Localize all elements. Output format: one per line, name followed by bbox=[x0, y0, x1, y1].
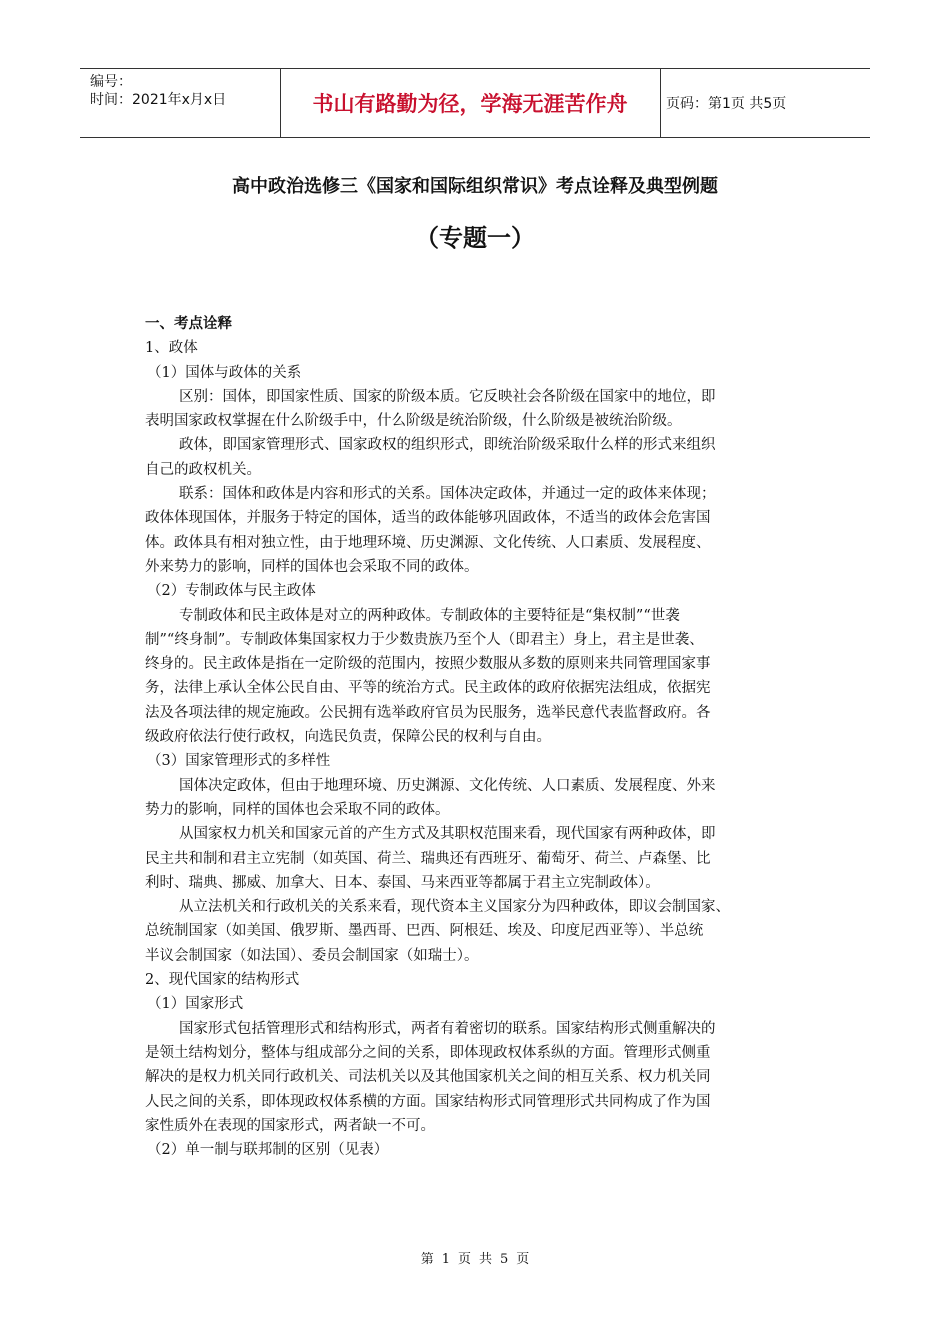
body-line: 国体决定政体，但由于地理环境、历史渊源、文化传统、人口素质、发展程度、外来 bbox=[179, 777, 716, 794]
subsection-heading: （2）单一制与联邦制的区别（见表） bbox=[147, 1142, 389, 1159]
body-line: 制”“终身制”。专制政体集国家权力于少数贵族乃至个人（即君主）身上，君主是世袭、 bbox=[145, 631, 704, 648]
subsection-heading: （2）专制政体与民主政体 bbox=[147, 583, 316, 600]
body-line: 民主共和制和君主立宪制（如英国、荷兰、瑞典还有西班牙、葡萄牙、荷兰、卢森堡、比 bbox=[145, 850, 711, 867]
header-motto: 书山有路勤为径，学海无涯苦作舟 bbox=[280, 69, 661, 137]
subsection-heading: （3）国家管理形式的多样性 bbox=[147, 753, 331, 770]
body-line: 体。政体具有相对独立性，由于地理环境、历史渊源、文化传统、人口素质、发展程度、 bbox=[145, 534, 711, 551]
body-line: 国家形式包括管理形式和结构形式，两者有着密切的联系。国家结构形式侧重解决的 bbox=[179, 1020, 716, 1037]
number-label: 编号： bbox=[90, 74, 132, 90]
footer-total-pages: 5 bbox=[500, 1252, 509, 1267]
body-line: 终身的。民主政体是指在一定阶级的范围内，按照少数服从多数的原则来共同管理国家事 bbox=[145, 656, 711, 673]
body-line: 联系：国体和政体是内容和形式的关系。国体决定政体，并通过一定的政体来体现； bbox=[179, 486, 716, 503]
body-line: 区别：国体，即国家性质、国家的阶级本质。它反映社会各阶级在国家中的地位，即 bbox=[179, 388, 716, 405]
document-title: 高中政治选修三《国家和国际组织常识》考点诠释及典型例题 bbox=[232, 176, 718, 197]
body-line: 务，法律上承认全体公民自由、平等的统治方式。民主政体的政府依据宪法组成，依据宪 bbox=[145, 680, 711, 697]
body-line: 级政府依法行使行政权，向选民负责，保障公民的权利与自由。 bbox=[145, 729, 551, 746]
time-label: 时间：2021年x月x日 bbox=[90, 92, 227, 108]
body-line: 从立法机关和行政机关的关系来看，现代资本主义国家分为四种政体，即议会制国家、 bbox=[179, 899, 730, 916]
body-line: 人民之间的关系，即体现政权体系横的方面。国家结构形式同管理形式共同构成了作为国 bbox=[145, 1093, 711, 1110]
footer-ye2: 页 bbox=[516, 1252, 530, 1267]
body-line: 政体体现国体，并服务于特定的国体，适当的政体能够巩固政体，不适当的政体会危害国 bbox=[145, 510, 711, 527]
document-subtitle: （专题一） bbox=[415, 223, 535, 252]
page-header bbox=[80, 68, 870, 138]
body-line: 从国家权力机关和国家元首的产生方式及其职权范围来看，现代国家有两种政体，即 bbox=[179, 826, 716, 843]
header-meta bbox=[80, 69, 281, 137]
body-line: 法及各项法律的规定施政。公民拥有选举政府官员为民服务，选举民意代表监督政府。各 bbox=[145, 704, 711, 721]
body-line: 利时、瑞典、挪威、加拿大、日本、泰国、马来西亚等都属于君主立宪制政体）。 bbox=[145, 874, 660, 891]
footer-page-number: 1 bbox=[441, 1252, 450, 1267]
body-line: 自己的政权机关。 bbox=[145, 461, 261, 478]
footer-ye: 页 bbox=[457, 1252, 471, 1267]
body-line: 是领土结构划分，整体与组成部分之间的关系，即体现政权体系纵的方面。管理形式侧重 bbox=[145, 1044, 711, 1061]
body-line: 表明国家政权掌握在什么阶级手中，什么阶级是统治阶级，什么阶级是被统治阶级。 bbox=[145, 413, 682, 430]
page-footer bbox=[0, 1248, 950, 1267]
footer-di: 第 bbox=[420, 1252, 434, 1267]
footer-gong: 共 bbox=[479, 1252, 493, 1267]
body-line: 解决的是权力机关同行政机关、司法机关以及其他国家机关之间的相互关系、权力机关同 bbox=[145, 1069, 711, 1086]
body-line: 半议会制国家（如法国）、委员会制国家（如瑞士）。 bbox=[145, 947, 479, 964]
document-body bbox=[145, 312, 805, 1162]
body-line: 总统制国家（如美国、俄罗斯、墨西哥、巴西、阿根廷、埃及、印度尼西亚等）、半总统 bbox=[145, 923, 704, 940]
body-line: 家性质外在表现的国家形式，两者缺一不可。 bbox=[145, 1117, 435, 1134]
body-line: 2、现代国家的结构形式 bbox=[145, 972, 300, 989]
body-line: 1、政体 bbox=[145, 340, 198, 357]
body-line: 势力的影响，同样的国体也会采取不同的政体。 bbox=[145, 801, 450, 818]
subsection-heading: （1）国体与政体的关系 bbox=[147, 364, 302, 381]
header-page-info: 页码：第1页 共5页 bbox=[666, 96, 787, 112]
body-line: 外来势力的影响，同样的国体也会采取不同的政体。 bbox=[145, 558, 479, 575]
body-line: 政体，即国家管理形式、国家政权的组织形式，即统治阶级采取什么样的形式来组织 bbox=[179, 437, 716, 454]
body-line: 专制政体和民主政体是对立的两种政体。专制政体的主要特征是“集权制”“世袭 bbox=[179, 607, 680, 624]
subsection-heading: （1）国家形式 bbox=[147, 996, 244, 1013]
section-heading: 一、考点诠释 bbox=[145, 315, 232, 332]
